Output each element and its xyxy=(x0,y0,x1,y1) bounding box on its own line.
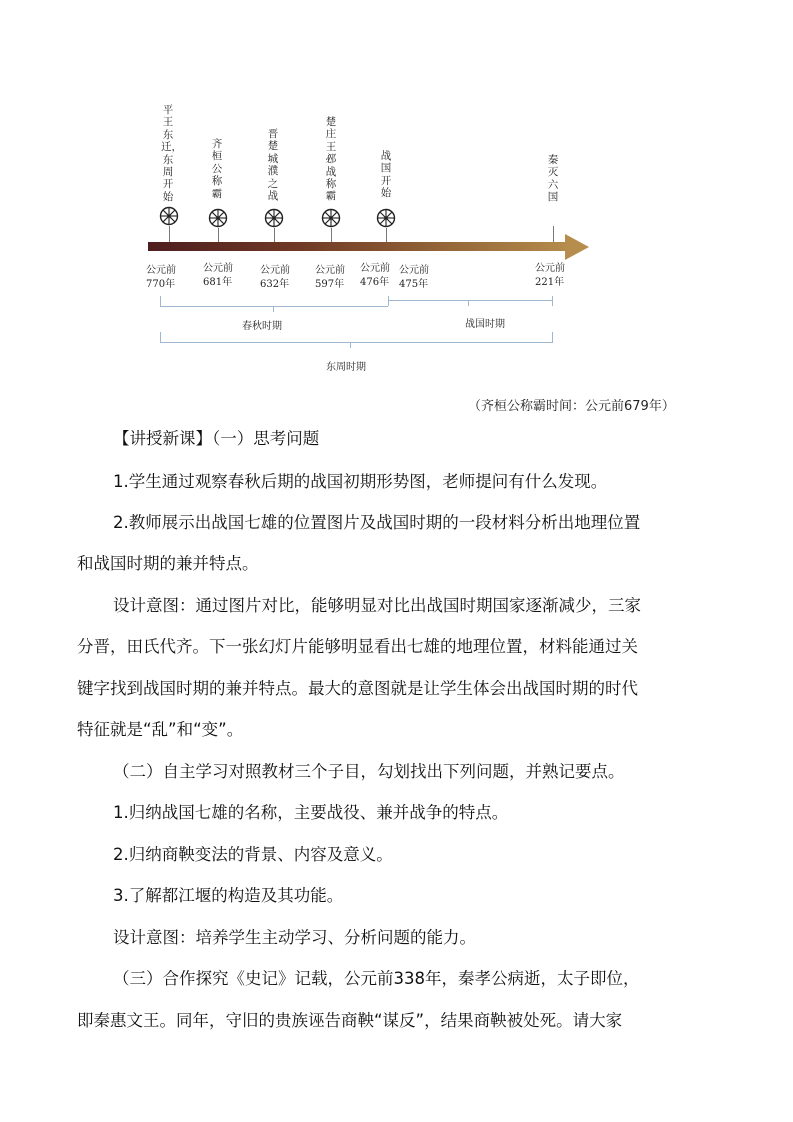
period-spring-autumn: 春秋时期 xyxy=(242,321,282,332)
event-date-2: 公元前 681年 xyxy=(203,263,233,288)
paragraph-line: 2.归纳商鞅变法的背景、内容及意义。 xyxy=(113,845,393,864)
bracket-tick xyxy=(160,332,161,342)
wheel-icon xyxy=(208,208,228,228)
paragraph-line: 1.学生通过观察春秋后期的战国初期形势图，老师提问有什么发现。 xyxy=(113,472,608,491)
paragraph-line: 键字找到战国时期的兼并特点。最大的意图就是让学生体会出战国时期的时代 xyxy=(77,679,638,698)
timeline-tick xyxy=(331,228,332,242)
wheel-icon xyxy=(376,208,396,228)
paragraph-line: 和战国时期的兼并特点。 xyxy=(77,554,259,573)
timeline-note: （齐桓公称霸时间：公元前679年） xyxy=(468,399,675,414)
event-date-6: 公元前 221年 xyxy=(535,263,565,288)
section-heading: 【讲授新课】（一）思考问题 xyxy=(113,429,320,448)
bracket-line-eastern-zhou xyxy=(160,342,553,343)
event-label-5: 战国开始 xyxy=(380,150,392,200)
timeline-arrow-head xyxy=(565,234,589,260)
bracket-tick xyxy=(160,296,161,306)
bracket-line-warring-states xyxy=(389,300,553,301)
wheel-icon xyxy=(264,208,284,228)
period-eastern-zhou: 东周时期 xyxy=(326,362,366,373)
period-warring-states: 战国时期 xyxy=(465,319,505,330)
wheel-icon xyxy=(159,206,179,226)
paragraph-line: （二）自主学习对照教材三个子目，勾划找出下列问题，并熟记要点。 xyxy=(113,762,625,781)
paragraph-line: 1.归纳战国七雄的名称，主要战役、兼并战争的特点。 xyxy=(113,803,509,822)
event-date-5: 公元前 476年 xyxy=(360,263,390,288)
event-label-4: 楚庄王邲战称霸 xyxy=(325,116,337,203)
event-label-3: 晋楚城濮之战 xyxy=(267,128,279,203)
timeline-tick xyxy=(218,228,219,242)
timeline-tick xyxy=(274,228,275,242)
paragraph-line: 2.教师展示出战国七雄的位置图片及战国时期的一段材料分析出地理位置 xyxy=(113,513,641,532)
paragraph-line: 特征就是“乱”和“变”。 xyxy=(77,720,244,739)
event-label-6: 秦灭六国 xyxy=(547,154,559,204)
paragraph-line: （三）合作探究《史记》记载，公元前338年，秦孝公病逝，太子即位， xyxy=(113,969,640,988)
wheel-icon xyxy=(321,208,341,228)
event-label-2: 齐桓公称霸 xyxy=(211,138,223,200)
bracket-line-spring-autumn xyxy=(160,306,388,307)
bracket-tick xyxy=(552,296,553,306)
event-label-1: 平王东迁，东周开始 xyxy=(161,104,182,203)
timeline-tick xyxy=(553,226,554,242)
timeline-tick xyxy=(169,226,170,242)
paragraph-line: 即秦惠文王。同年，守旧的贵族诬告商鞅“谋反”，结果商鞅被处死。请大家 xyxy=(77,1011,623,1030)
event-date-3: 公元前 632年 xyxy=(260,265,290,290)
paragraph-line: 设计意图：培养学生主动学习、分析问题的能力。 xyxy=(113,928,476,947)
bracket-tick xyxy=(552,332,553,342)
event-date-1: 公元前 770年 xyxy=(146,265,176,290)
extra-date-475: 公元前 475年 xyxy=(399,265,429,290)
paragraph-line: 设计意图：通过图片对比，能够明显对比出战国时期国家逐渐减少，三家 xyxy=(113,596,641,615)
timeline-arrow xyxy=(148,242,566,251)
timeline-tick xyxy=(386,228,387,242)
paragraph-line: 分晋，田氏代齐。下一张幻灯片能够明显看出七雄的地理位置，材料能通过关 xyxy=(77,637,638,656)
event-date-4: 公元前 597年 xyxy=(315,265,345,290)
paragraph-line: 3.了解都江堰的构造及其功能。 xyxy=(113,886,344,905)
bracket-tick xyxy=(388,296,389,306)
